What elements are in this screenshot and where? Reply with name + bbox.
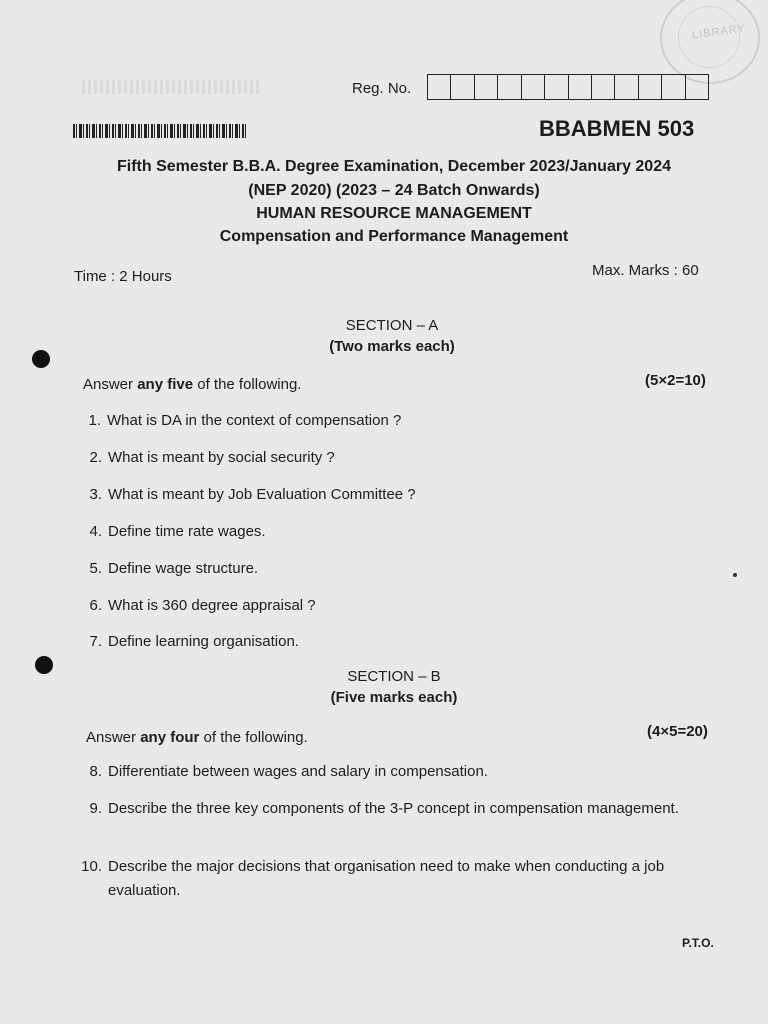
- page-turn-over: P.T.O.: [682, 936, 714, 950]
- question-text: What is meant by Job Evaluation Committee ?: [108, 486, 416, 503]
- reg-no-cell[interactable]: [545, 75, 568, 99]
- exam-paper-name: Compensation and Performance Management: [219, 228, 569, 245]
- question: [77, 412, 697, 429]
- question: [78, 855, 690, 903]
- time-allowed: Time : 2 Hours: [74, 268, 172, 285]
- reg-no-cell[interactable]: [451, 75, 474, 99]
- question-number: 9.: [89, 800, 102, 817]
- question-number: 6.: [89, 597, 102, 614]
- instruction-bold: any five: [137, 376, 194, 393]
- question-text: Describe the major decisions that organisation need to make when conducting a job evaluation.: [108, 858, 665, 899]
- question-number: 4.: [89, 523, 102, 540]
- exam-scheme: (NEP 2020) (2023 – 24 Batch Onwards): [248, 182, 540, 199]
- question-number: 3.: [89, 486, 102, 503]
- section-b-title: SECTION – B: [347, 668, 441, 685]
- question-text: What is DA in the context of compensation ?: [107, 412, 402, 429]
- question: [78, 486, 698, 503]
- question-number: 5.: [89, 560, 102, 577]
- instruction-text: of the following.: [193, 376, 302, 393]
- question: [78, 523, 698, 540]
- question: [78, 597, 698, 614]
- question-number: 8.: [89, 763, 102, 780]
- speck: [733, 573, 737, 577]
- question-text: Define time rate wages.: [108, 523, 266, 540]
- question: [78, 449, 698, 466]
- barcode: [73, 124, 248, 138]
- punch-hole: [35, 656, 53, 674]
- stamp-text: LIBRARY: [691, 22, 747, 42]
- section-b-instruction: [86, 729, 308, 746]
- exam-title: Fifth Semester B.B.A. Degree Examination, December 2023/January 2024: [116, 158, 671, 175]
- section-a-title: SECTION – A: [345, 317, 439, 334]
- reg-no-cell[interactable]: [569, 75, 592, 99]
- section-a-instruction: [83, 376, 301, 393]
- library-stamp: [660, 0, 760, 84]
- instruction-bold: any four: [140, 729, 200, 746]
- reg-no-cell[interactable]: [428, 75, 451, 99]
- question: [78, 797, 690, 821]
- faded-print-smudge: [82, 80, 262, 94]
- section-a-subtitle: (Two marks each): [329, 338, 455, 355]
- reg-no-cell[interactable]: [592, 75, 615, 99]
- question-number: 2.: [89, 449, 102, 466]
- instruction-text: Answer: [83, 376, 138, 393]
- question-number: 10.: [81, 858, 102, 875]
- reg-no-label: Reg. No.: [352, 80, 412, 97]
- reg-no-cell[interactable]: [639, 75, 662, 99]
- reg-no-boxes[interactable]: [427, 74, 709, 100]
- question-text: What is 360 degree appraisal ?: [108, 597, 316, 614]
- section-a-marks: (5×2=10): [645, 372, 706, 389]
- question-text: Define learning organisation.: [108, 633, 299, 650]
- reg-no-cell[interactable]: [498, 75, 521, 99]
- question-text: What is meant by social security ?: [108, 449, 335, 466]
- section-b-marks: (4×5=20): [647, 723, 708, 740]
- question-number: 7.: [89, 633, 102, 650]
- question-text: Differentiate between wages and salary in compensation.: [108, 763, 488, 780]
- max-marks: Max. Marks : 60: [592, 262, 699, 279]
- reg-no-cell[interactable]: [686, 75, 708, 99]
- question: [78, 560, 698, 577]
- punch-hole: [32, 350, 50, 368]
- reg-no-cell[interactable]: [475, 75, 498, 99]
- instruction-text: of the following.: [199, 729, 308, 746]
- question: [78, 633, 698, 650]
- paper-code: BBABMEN 503: [539, 116, 695, 141]
- reg-no-cell[interactable]: [662, 75, 685, 99]
- question-text: Describe the three key components of the 3-P concept in compensation management.: [108, 800, 679, 817]
- reg-no-cell[interactable]: [522, 75, 545, 99]
- question: [78, 763, 690, 780]
- section-b-subtitle: (Five marks each): [330, 689, 458, 706]
- exam-subject: HUMAN RESOURCE MANAGEMENT: [256, 205, 532, 222]
- instruction-text: Answer: [86, 729, 141, 746]
- question-number: 1.: [88, 412, 101, 429]
- reg-no-cell[interactable]: [615, 75, 638, 99]
- question-text: Define wage structure.: [108, 560, 259, 577]
